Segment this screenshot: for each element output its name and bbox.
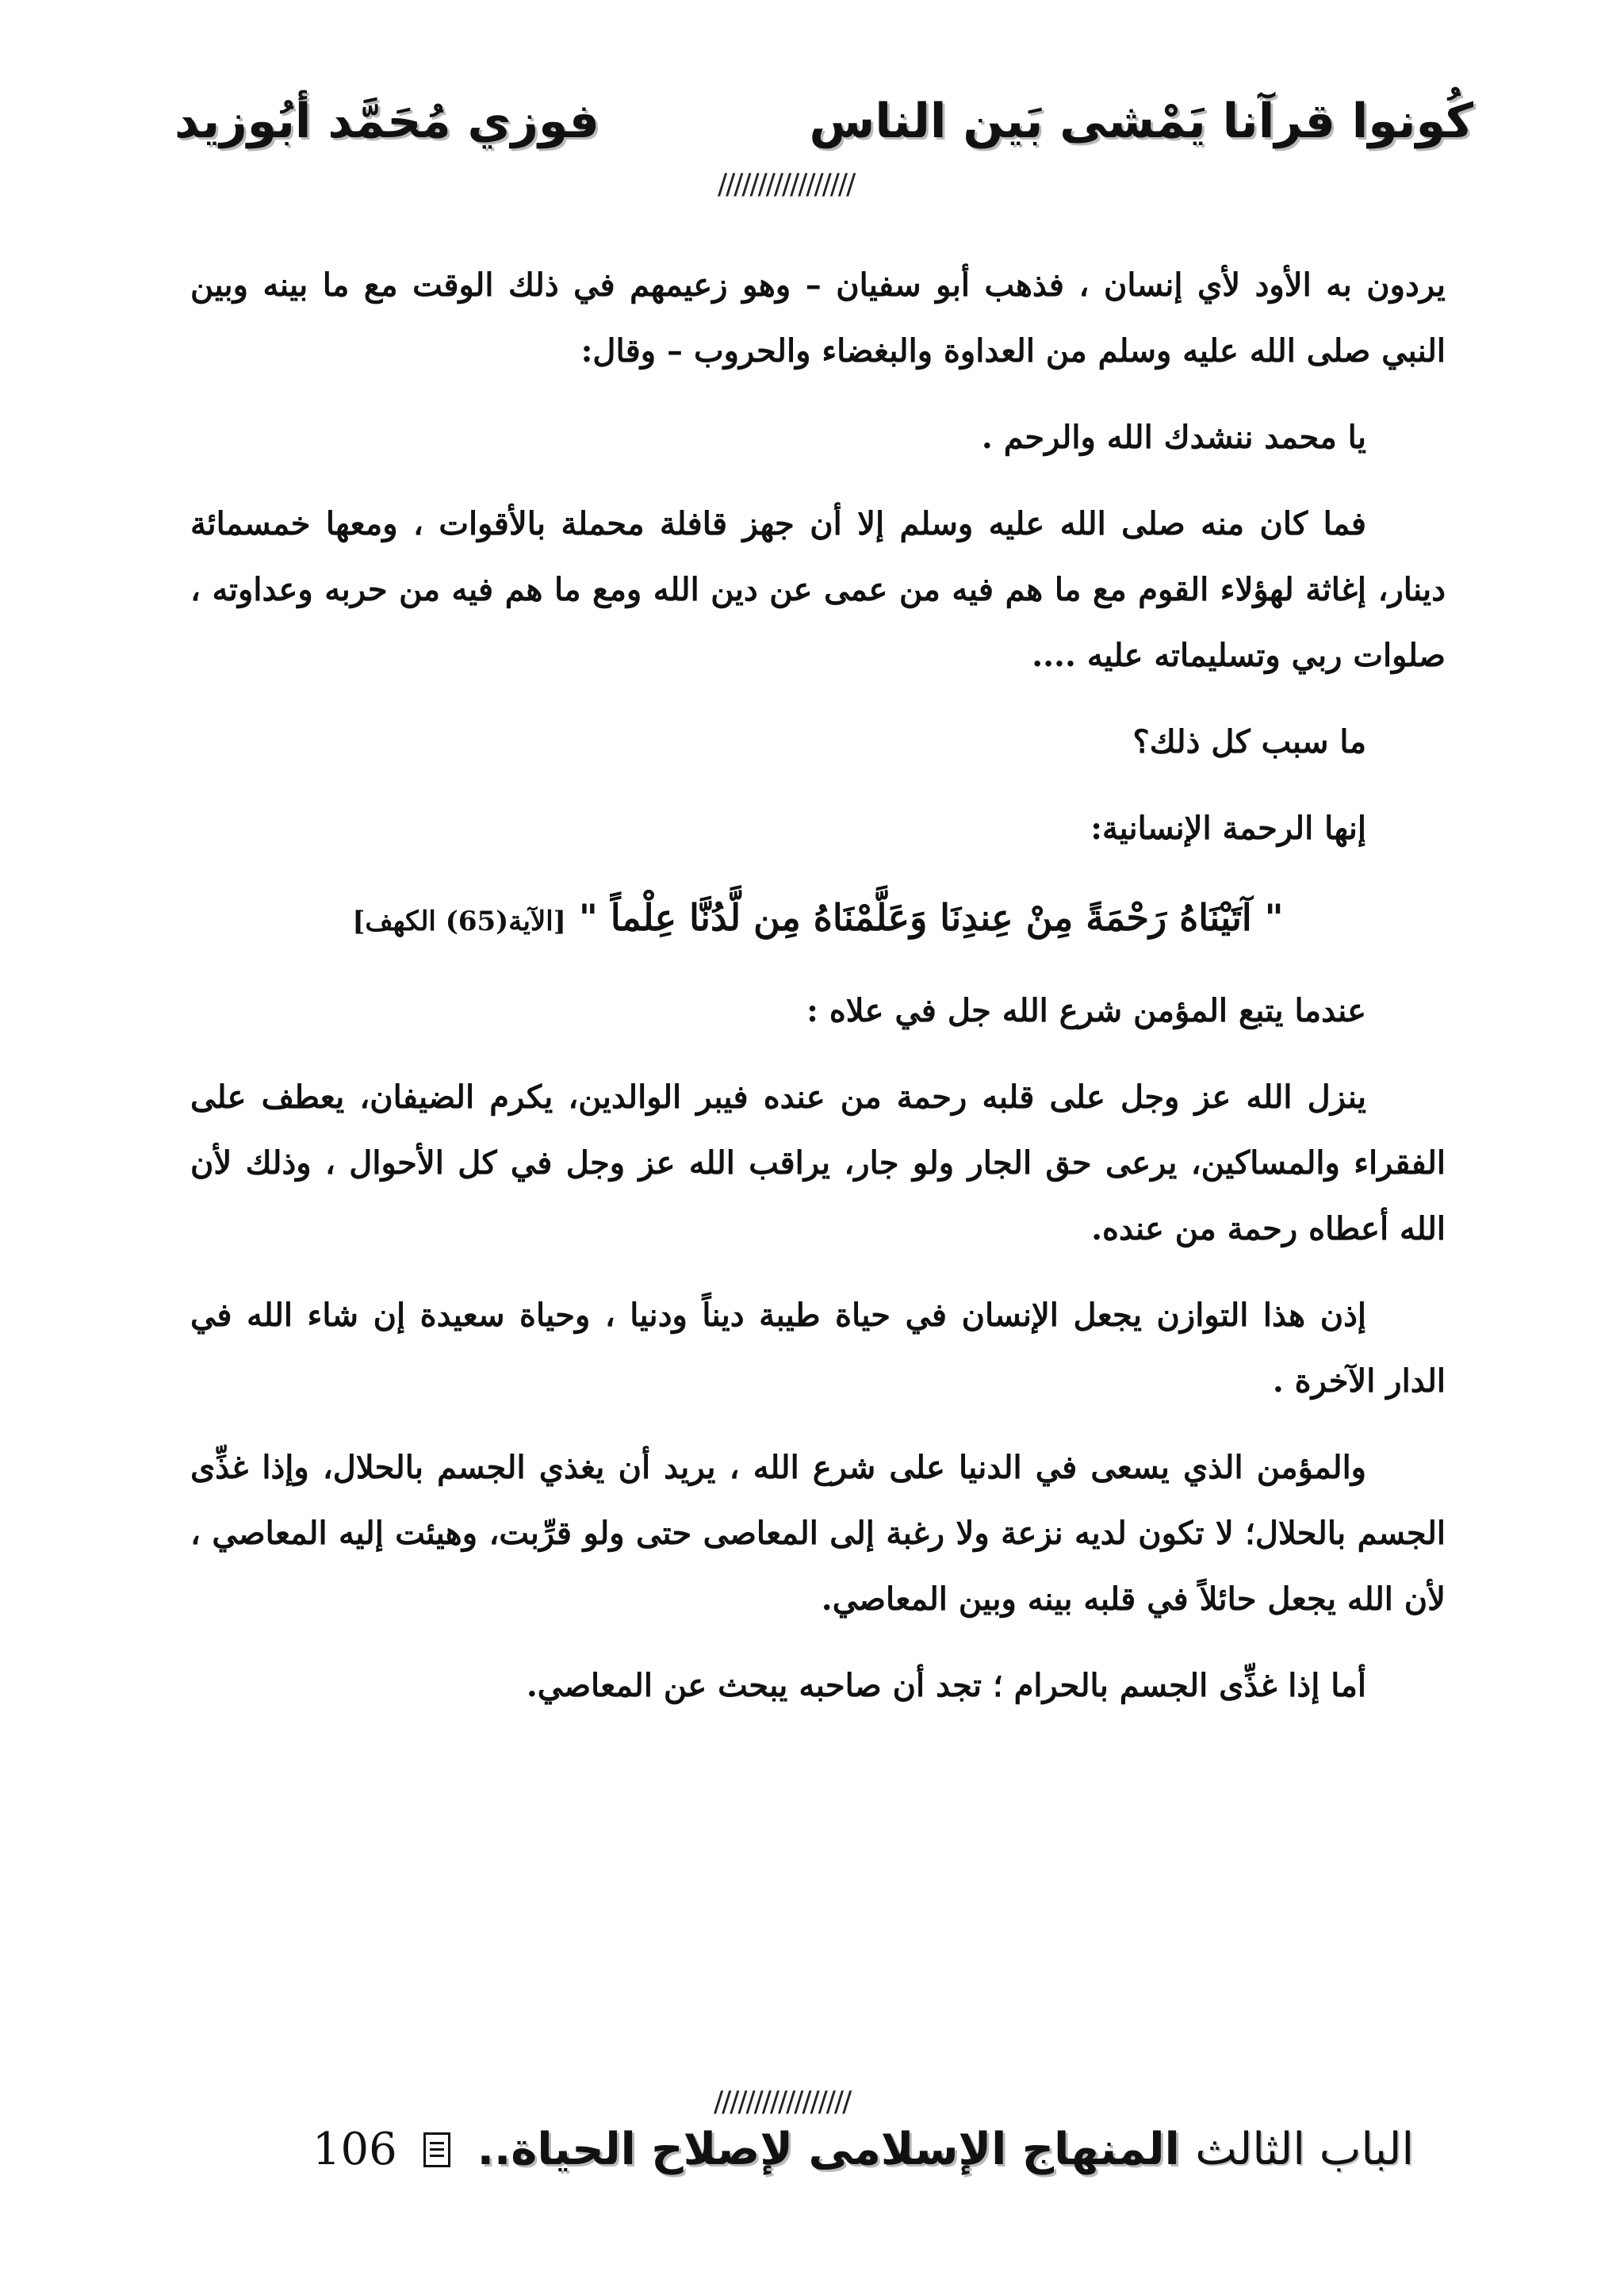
header-divider: ///////////////// — [718, 168, 855, 201]
paragraph-2: يا محمد ننشدك الله والرحم . — [981, 419, 1366, 456]
author-name: فوزي مُحَمَّد أبُوزيد — [174, 94, 599, 149]
verse-text: " آتَيْنَاهُ رَحْمَةً مِنْ عِندِنَا وَعَلَّمْنَاهُ مِن لَّدُنَّا عِلْماً " — [578, 896, 1284, 939]
paragraph-4: ما سبب كل ذلك؟ — [1132, 723, 1366, 760]
paragraph-9: والمؤمن الذي يسعى في الدنيا على شرع الله ، يريد أن يغذي الجسم بالحلال، وإذا غذِّى الجسم بالحلال؛ لا تكون لديه نزعة ولا رغبة إلى المعاصى حتى ولو قرِّبت، وهيئت إليه المعاصي ، لأن الله يجعل حائلاً في قلبه بينه وبين المعاصي. — [190, 1449, 1446, 1618]
page-number: 106 — [312, 2124, 397, 2175]
paragraph-7: ينزل الله عز وجل على قلبه رحمة من عنده فيبر الوالدين، يكرم الضيفان، يعطف على الفقراء والمساكين، يرعى حق الجار ولو جار، يراقب الله عز وجل في كل الأحوال ، وذلك لأن الله أعطاه رحمة من عنده. — [190, 1078, 1446, 1247]
verse-reference: [الآية(65) الكهف] — [352, 906, 566, 937]
running-footer — [312, 2124, 1414, 2211]
paragraph-3: فما كان منه صلى الله عليه وسلم إلا أن جهز قافلة محملة بالأقوات ، ومعها خمسمائة دينار، إغاثة لهؤلاء القوم مع ما هم فيه من عمى عن دين الله ومع ما هم فيه من حربه وعداوته ، صلوات ربي وتسليماته عليه .... — [190, 505, 1446, 674]
paragraph-6: عندما يتبع المؤمن شرع الله جل في علاه : — [806, 992, 1366, 1029]
paragraph-8: إذن هذا التوازن يجعل الإنسان في حياة طيبة ديناً ودنيا ، وحياة سعيدة إن شاء الله في الدار الآخرة . — [190, 1297, 1446, 1400]
paragraph-10: أما إذا غذِّى الجسم بالحرام ؛ تجد أن صاحبه يبحث عن المعاصي. — [526, 1667, 1366, 1704]
paragraph-1: يردون به الأود لأي إنسان ، فذهب أبو سفيان – وهو زعيمهم في ذلك الوقت مع ما بينه وبين النبي صلى الله عليه وسلم من العداوة والبغضاء والحروب – وقال: — [190, 266, 1446, 370]
paragraph-5: إنها الرحمة الإنسانية: — [1090, 810, 1366, 847]
quran-verse — [190, 882, 1446, 957]
footer-divider: ///////////////// — [714, 2086, 851, 2118]
page-body — [190, 252, 1446, 1739]
chapter-label: الباب الثالث — [1195, 2124, 1414, 2175]
chapter-title: المنهاج الإسلامى لإصلاح الحياة.. — [477, 2124, 1180, 2175]
book-title: كُونوا قرآنا يَمْشى بَين الناس — [809, 94, 1473, 149]
book-icon — [423, 2132, 450, 2167]
